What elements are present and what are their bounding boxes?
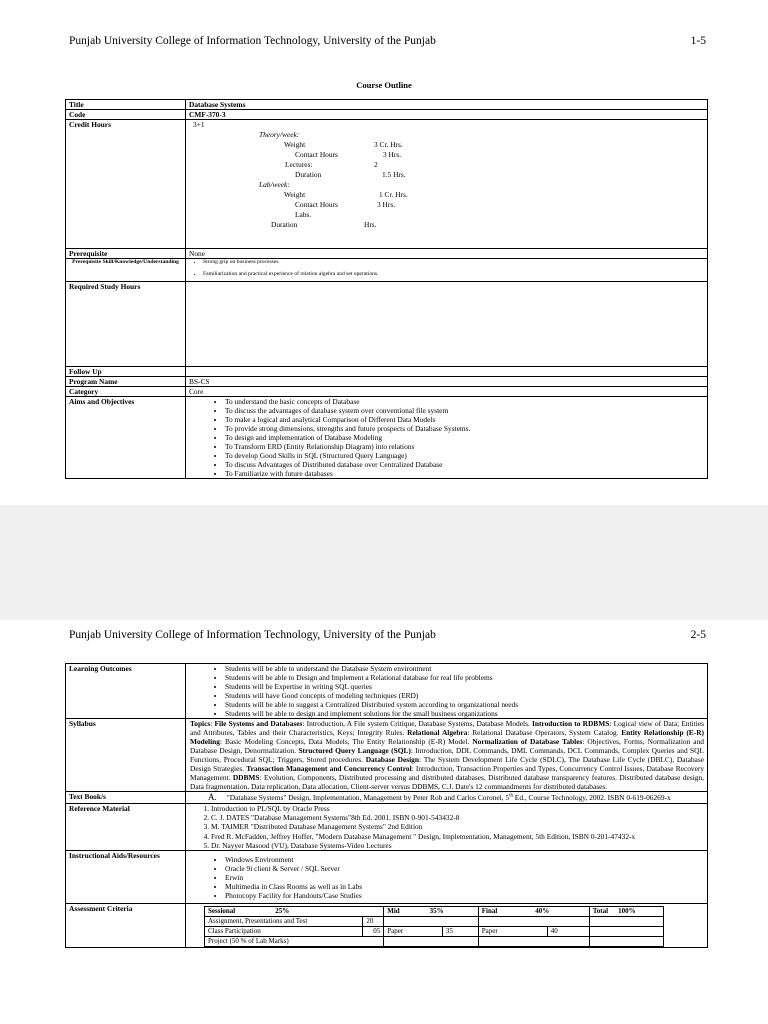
label-credit-hours: Credit Hours [66, 120, 186, 249]
theory-label: Theory/week: [259, 130, 300, 140]
label-instructional-aids: Instructional Aids/Resources [66, 850, 186, 903]
label-learning-outcomes: Learning Outcomes [66, 664, 186, 719]
outcomes-list-cell [186, 664, 708, 719]
row-required-study-hours [66, 282, 708, 367]
list-item: • Students will have Good concepts of modeling techniques (ERD) [225, 691, 704, 700]
value-program-name: BS-CS [186, 377, 708, 387]
label-assessment: Assessment Criteria [66, 903, 186, 947]
row-prerequisite [66, 249, 708, 259]
value-code: CMF-370-3 [186, 110, 708, 120]
row-instructional-aids [66, 850, 708, 903]
syllabus-text [186, 719, 708, 792]
mid-paper: Paper [384, 926, 443, 936]
label-aims: Aims and Objectives [66, 397, 186, 479]
label-prerequisite: Prerequisite [66, 249, 186, 259]
labs-label: Labs. [295, 210, 312, 220]
list-item: • Photocopy Facility for Handouts/Case Studies [225, 891, 704, 900]
theory-contact: Contact Hours [295, 150, 338, 160]
textbook-marker: A. [208, 792, 217, 803]
empty-cell [589, 926, 663, 936]
row-text-books [66, 792, 708, 804]
list-item: • To Familiarize with future databases [225, 469, 704, 478]
label-code: Code [66, 110, 186, 120]
syllabus-text-part: : Basic Modeling Concepts, Data Models, The Entity Relationship (E-R) Model. [219, 737, 473, 747]
theory-weight-value: 3 Cr. Hrs. [374, 140, 403, 150]
label-reference-material: Reference Material [66, 804, 186, 850]
lectures-label: Lectures: [285, 160, 313, 170]
header-university: Punjab University College of Information Technology, University of the Punjab [69, 35, 436, 47]
lectures-value: 2 [374, 160, 378, 170]
row-syllabus [66, 719, 708, 792]
row-assessment [66, 903, 708, 947]
list-item: 1. Introduction to PL/SQL by Oracle Press [211, 804, 704, 813]
label-follow-up: Follow Up [66, 367, 186, 377]
label-prerequisite-skill: Prerequisite Skill/Knowledge/Understanding [66, 259, 186, 282]
mid-header [384, 906, 479, 916]
course-outline-table [65, 99, 708, 479]
value-title: Database Systems [186, 100, 708, 110]
credit-hours-detail [186, 120, 708, 249]
list-item: • Strong grip on business processes [203, 259, 704, 266]
list-item: • Oracle 9i client & Server / SQL Server [225, 864, 704, 873]
sessional-label: Sessional [208, 906, 236, 915]
empty-cell [589, 916, 663, 926]
syllabus-text-part: : [210, 719, 215, 729]
row-title [66, 100, 708, 110]
list-item: • Students will be Expertise in writing SQL queries [225, 682, 704, 691]
theory-duration-value: 1.5 Hrs. [382, 170, 406, 180]
lab-duration-value: Hrs. [364, 220, 377, 230]
lab-label: Lab/week: [259, 180, 290, 190]
syllabus-topic: Normalization of Database Tables [472, 737, 583, 747]
value-prerequisite: None [186, 249, 708, 259]
total-header [589, 906, 663, 916]
list-item: • To discuss the advantages of database system over conventional file system [225, 406, 704, 415]
syllabus-topic: Introduction to RDBMS [531, 719, 610, 729]
empty-cell [384, 916, 479, 926]
lab-duration: Duration [271, 220, 298, 230]
final-pct: 40% [535, 906, 550, 915]
syllabus-text-part: : Evolution, Components, Distributed processing and distributed databases, Distributed database transparency features. Distributed database design, Data fragmentation, Data replication, Data allocation, Client-server versus DDBMS, C.J. Date's 12 commandments for distributed databases. [190, 773, 704, 792]
label-syllabus: Syllabus [66, 719, 186, 792]
assessment-marks: 05 [363, 926, 384, 936]
final-header [478, 906, 589, 916]
list-item: • To develop Good Skills in SQL (Structured Query Language) [225, 451, 704, 460]
row-aims [66, 397, 708, 479]
list-item: • Students will be able to understand the Database System environment [225, 664, 704, 673]
list-item: • To understand the basic concepts of Database [225, 397, 704, 406]
syllabus-text-part: : The System Development Life Cycle (SDLC), The Database Life Cycle (DBLC), Database Design Strategies. [190, 755, 704, 774]
final-paper-marks: 40 [547, 926, 589, 936]
syllabus-topic: Database Design [365, 755, 419, 765]
total-label: Total [592, 906, 609, 915]
row-code [66, 110, 708, 120]
syllabus-topic: Transaction Management and Concurrency Control [246, 764, 412, 774]
header-university: Punjab University College of Information Technology, University of the Punjab [69, 629, 436, 641]
empty-cell [478, 916, 589, 926]
label-text-books: Text Book/s [66, 792, 186, 804]
label-required-study-hours: Required Study Hours [66, 282, 186, 367]
syllabus-text-part: : Introduction, Transaction Properties and Types, Concurrency Control Issues, Database Recovery Management. [190, 764, 705, 783]
mid-pct: 35% [429, 906, 444, 915]
assessment-item: Assignment, Presentations and Test [205, 916, 363, 926]
empty-cell [589, 936, 663, 946]
textbook-text-end: Ed., Course Technology, 2002. ISBN 0-619-06269-x [512, 793, 671, 803]
list-item: 4. Fred R. McFadden, Jeffrey Hoffer, "Modern Database Management " Design, Implementation, Management, 5th Edition, ISBN 0-201-47432-x [211, 832, 704, 841]
assessment-item: Class Participation [205, 926, 363, 936]
page-number: 1-5 [690, 35, 706, 47]
textbook-text: "Database Systems" Design, Implementation, Management by Peter Rob and Carlos Coronel, 5 [226, 793, 510, 803]
row-program-name [66, 377, 708, 387]
textbook-edition-sup: th [509, 793, 513, 799]
list-item: • To discuss Advantages of Distributed database over Centralized Database [225, 460, 704, 469]
list-item: 2. C. J. DATES "Database Management Systems"8th Ed. 2001. ISBN 0-901-543432-8 [211, 813, 704, 822]
references-list-cell [186, 804, 708, 850]
list-item: • To design and implementation of Database Modeling [225, 433, 704, 442]
syllabus-topic: File Systems and Databases [214, 719, 303, 729]
course-outline-title: Course Outline [356, 80, 412, 90]
syllabus-topic: DDBMS [232, 773, 260, 783]
syllabus-text-part: : Logical view of Data; Entities and Attributes, Tables and their Characteristics, Keys; Integrity Rules. [190, 719, 704, 738]
assessment-cell [186, 903, 708, 947]
value-required-study-hours [186, 282, 708, 367]
lab-weight: Weight [284, 190, 306, 200]
assessment-table [204, 906, 664, 947]
mid-paper-marks: 35 [442, 926, 478, 936]
theory-weight: Weight [284, 140, 306, 150]
list-item: 5. Dr. Nayyer Masood (VU), Database Systems-Video Lectures [211, 841, 704, 850]
syllabus-text-part: : Relational Database Operators, System Catalog. [467, 728, 622, 738]
list-item: • To Transform ERD (Entity Relationship Diagram) into relations [225, 442, 704, 451]
list-item: • Familiarization and practical experience of relation algebra and set operations. [203, 271, 704, 278]
value-follow-up [186, 367, 708, 377]
assessment-marks: 20 [363, 916, 384, 926]
sessional-pct: 25% [275, 906, 290, 915]
page-2 [0, 620, 768, 1024]
label-program-name: Program Name [66, 377, 186, 387]
row-reference-material [66, 804, 708, 850]
total-pct: 100% [618, 906, 636, 915]
final-label: Final [481, 906, 498, 915]
sessional-header [205, 906, 384, 916]
list-item: 3. M. TAIMER "Distributed Database Management Systems" 2nd Edition [211, 822, 704, 831]
list-item: • Students will be able to design and implement solutions for the small business organizations [225, 709, 704, 718]
page-1 [0, 0, 768, 505]
syllabus-heading: Topics [190, 719, 211, 729]
aids-list-cell [186, 850, 708, 903]
list-item: • To provide strong dimensions, strengths and future prospects of Database Systems. [225, 424, 704, 433]
syllabus-topic: Entity Relationship (E-R) Modeling [190, 728, 704, 747]
assessment-row [205, 936, 664, 946]
syllabus-topic: Structured Query Language (SQL) [298, 746, 411, 756]
assessment-header-row [205, 906, 664, 916]
theory-duration: Duration [295, 170, 322, 180]
mid-label: Mid [387, 906, 400, 915]
list-item: • Multimedia in Class Rooms as well as in Labs [225, 882, 704, 891]
syllabus-text-part: : Introduction, A File system Critique, Database Systems, Database Models. [302, 719, 532, 729]
lab-contact-value: 3 Hrs. [377, 200, 396, 210]
aims-list-cell [186, 397, 708, 479]
row-learning-outcomes [66, 664, 708, 719]
value-category: Core [186, 387, 708, 397]
row-category [66, 387, 708, 397]
empty-cell [478, 936, 589, 946]
list-item: • Windows Environment [225, 855, 704, 864]
empty-cell [384, 936, 479, 946]
assessment-item: Project (50 % of Lab Marks) [205, 936, 384, 946]
syllabus-topic: Relational Algebra [407, 728, 468, 738]
page-number: 2-5 [690, 629, 706, 641]
row-follow-up [66, 367, 708, 377]
final-paper: Paper [478, 926, 547, 936]
label-title: Title [66, 100, 186, 110]
credit-total: 3+1 [193, 120, 205, 130]
assessment-row [205, 926, 664, 936]
course-detail-table [65, 663, 708, 948]
list-item: • Students will be able to Design and Implement a Relational database for real life problems [225, 673, 704, 682]
lab-contact: Contact Hours [295, 200, 338, 210]
lab-weight-value: 1 Cr. Hrs. [379, 190, 408, 200]
textbook-entry [186, 792, 708, 804]
syllabus-text-part: : Introduction, DDL Commands, DML Commands, DCL Commands, Complex Queries and SQL Functions, Procedural SQL; Triggers, Stored procedures. [190, 746, 704, 765]
list-item: • Erwin [225, 873, 704, 882]
row-prerequisite-skill [66, 259, 708, 282]
theory-contact-value: 3 Hrs. [383, 150, 402, 160]
prereq-skills-list-cell [186, 259, 708, 282]
syllabus-text-part: : Objectives, Forms, Normalization and Database Design, Denormalization. [190, 737, 704, 756]
list-item: • Students will be able to suggest a Centralized Distributed system according to organizational needs [225, 700, 704, 709]
assessment-row [205, 916, 664, 926]
label-category: Category [66, 387, 186, 397]
row-credit-hours [66, 120, 708, 249]
list-item: • To make a logical and analytical Comparison of Different Data Models [225, 415, 704, 424]
